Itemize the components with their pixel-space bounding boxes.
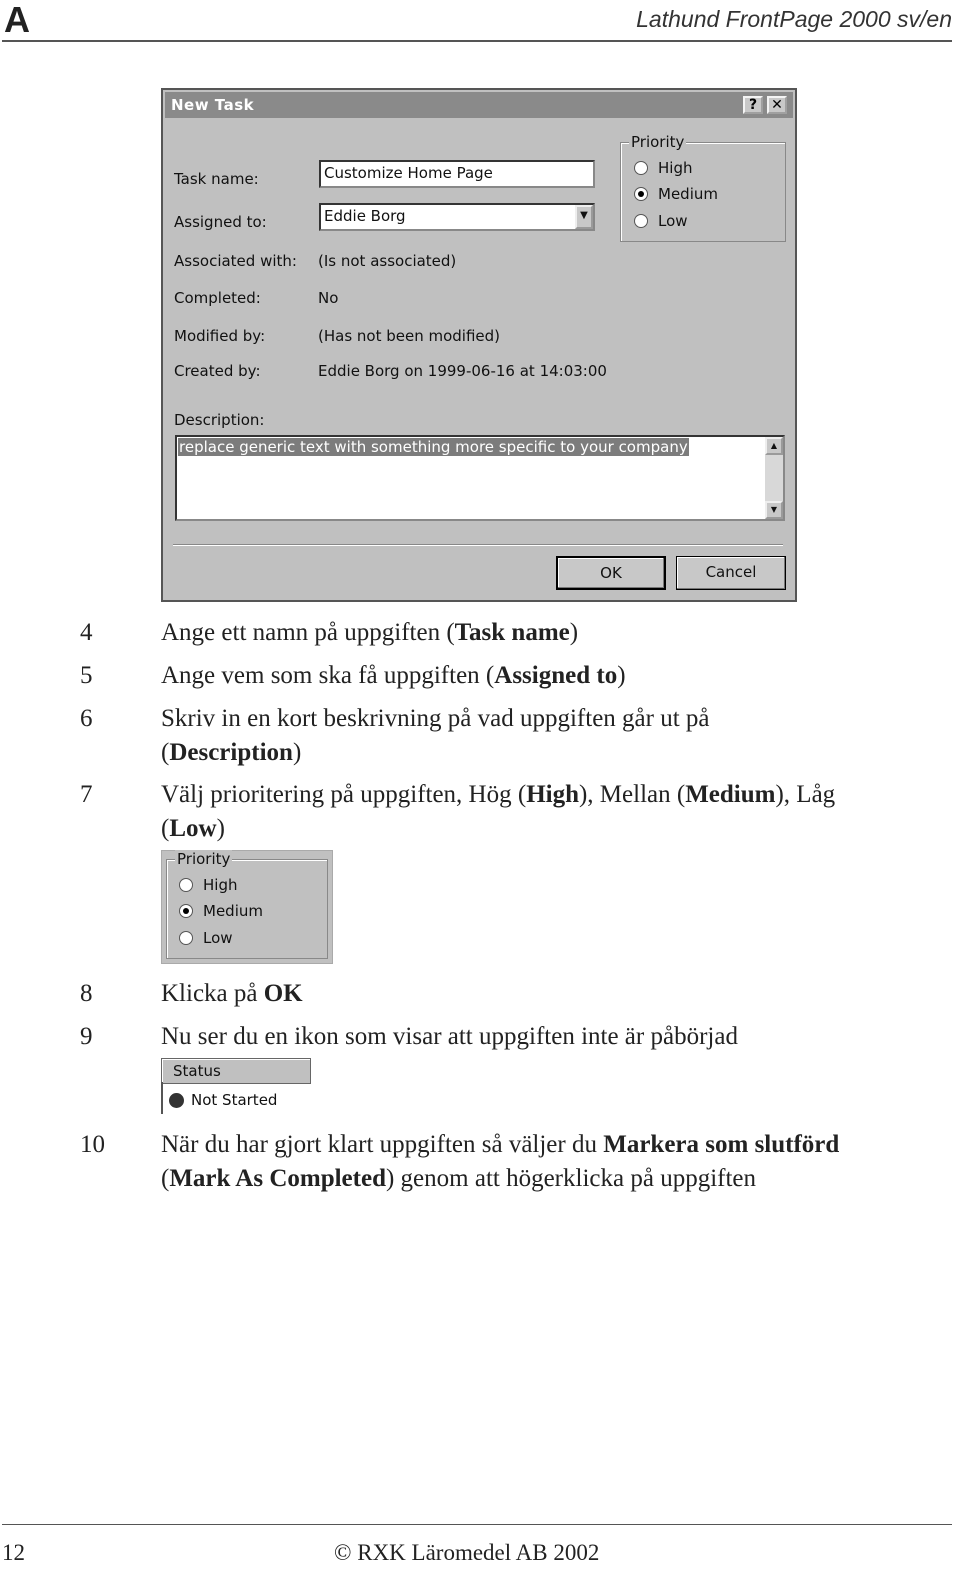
new-task-dialog xyxy=(161,88,797,602)
priority-legend: Priority xyxy=(631,133,685,151)
status-cell-border xyxy=(161,1082,163,1114)
assigned-to-combobox[interactable] xyxy=(319,203,595,231)
close-button[interactable]: ✕ xyxy=(767,96,787,114)
priority-medium-label[interactable]: Medium xyxy=(658,185,718,203)
step-number: 10 xyxy=(80,1131,105,1158)
page-number: 12 xyxy=(2,1540,25,1565)
task-name-label: Task name: xyxy=(174,170,259,188)
priority-high-radio[interactable] xyxy=(634,161,648,175)
step-text: Skriv in en kort beskrivning på vad uppgiften går ut på (Description) xyxy=(161,705,710,766)
snippet-medium-radio xyxy=(179,904,193,918)
document-title: Lathund FrontPage 2000 sv/en xyxy=(636,6,952,32)
created-by-value: Eddie Borg on 1999-06-16 at 14:03:00 xyxy=(318,362,607,380)
description-selected-text: replace generic text with something more specific to your company xyxy=(179,438,688,456)
header-divider xyxy=(2,40,952,42)
associated-with-value: (Is not associated) xyxy=(318,252,457,270)
snippet-medium-label: Medium xyxy=(203,902,263,920)
scroll-up-icon[interactable]: ▲ xyxy=(765,437,783,455)
chevron-down-icon[interactable]: ▼ xyxy=(575,205,593,229)
assigned-to-value: Eddie Borg xyxy=(324,207,406,225)
modified-by-label: Modified by: xyxy=(174,327,266,345)
snippet-priority-legend: Priority xyxy=(177,850,231,868)
section-letter: A xyxy=(4,0,30,40)
snippet-low-radio xyxy=(179,931,193,945)
priority-high-label[interactable]: High xyxy=(658,159,693,177)
step-number: 8 xyxy=(80,980,93,1007)
completed-label: Completed: xyxy=(174,289,261,307)
footer-divider xyxy=(2,1524,952,1525)
step-number: 6 xyxy=(80,705,93,732)
status-header-label: Status xyxy=(173,1062,221,1080)
completed-value: No xyxy=(318,289,339,307)
step-number: 5 xyxy=(80,662,93,689)
dialog-separator xyxy=(173,544,783,546)
snippet-low-label: Low xyxy=(203,929,233,947)
task-name-value: Customize Home Page xyxy=(324,164,493,182)
snippet-high-radio xyxy=(179,878,193,892)
status-snippet xyxy=(161,1058,311,1114)
modified-by-value: (Has not been modified) xyxy=(318,327,501,345)
step-text: När du har gjort klart uppgiften så väljer du Markera som slutförd (Mark As Completed) genom att högerklicka på uppgiften xyxy=(161,1131,840,1192)
ok-button[interactable]: OK xyxy=(556,556,666,590)
copyright: © RXK Läromedel AB 2002 xyxy=(334,1540,600,1565)
step-number: 9 xyxy=(80,1023,93,1050)
priority-low-label[interactable]: Low xyxy=(658,212,688,230)
dialog-title: New Task xyxy=(171,96,255,114)
priority-medium-radio[interactable] xyxy=(634,187,648,201)
help-button[interactable]: ? xyxy=(743,96,763,114)
snippet-priority-group xyxy=(166,850,328,959)
priority-low-radio[interactable] xyxy=(634,214,648,228)
step-text: Ange vem som ska få uppgiften (Assigned to) xyxy=(161,662,626,689)
step-text: Ange ett namn på uppgiften (Task name) xyxy=(161,619,579,646)
step-text: Välj prioritering på uppgiften, Hög (High), Mellan (Medium), Låg (Low) xyxy=(161,781,836,842)
status-value: Not Started xyxy=(191,1091,278,1109)
scroll-down-icon[interactable]: ▼ xyxy=(765,501,783,519)
step-text: Nu ser du en ikon som visar att uppgiften inte är påbörjad xyxy=(161,1023,738,1050)
not-started-icon xyxy=(169,1093,184,1108)
step-number: 4 xyxy=(80,619,93,646)
description-scrollbar[interactable] xyxy=(765,437,783,519)
associated-with-label: Associated with: xyxy=(174,252,297,270)
priority-snippet xyxy=(161,850,333,964)
cancel-button[interactable]: Cancel xyxy=(676,556,786,590)
description-textarea[interactable] xyxy=(175,435,785,521)
snippet-high-label: High xyxy=(203,876,238,894)
assigned-to-label: Assigned to: xyxy=(174,213,267,231)
created-by-label: Created by: xyxy=(174,362,261,380)
priority-group xyxy=(620,133,786,242)
step-number: 7 xyxy=(80,781,93,808)
status-column-header xyxy=(161,1058,311,1084)
dialog-titlebar xyxy=(165,92,793,118)
step-text: Klicka på OK xyxy=(161,980,303,1007)
description-label: Description: xyxy=(174,411,265,429)
task-name-input[interactable] xyxy=(319,160,595,188)
